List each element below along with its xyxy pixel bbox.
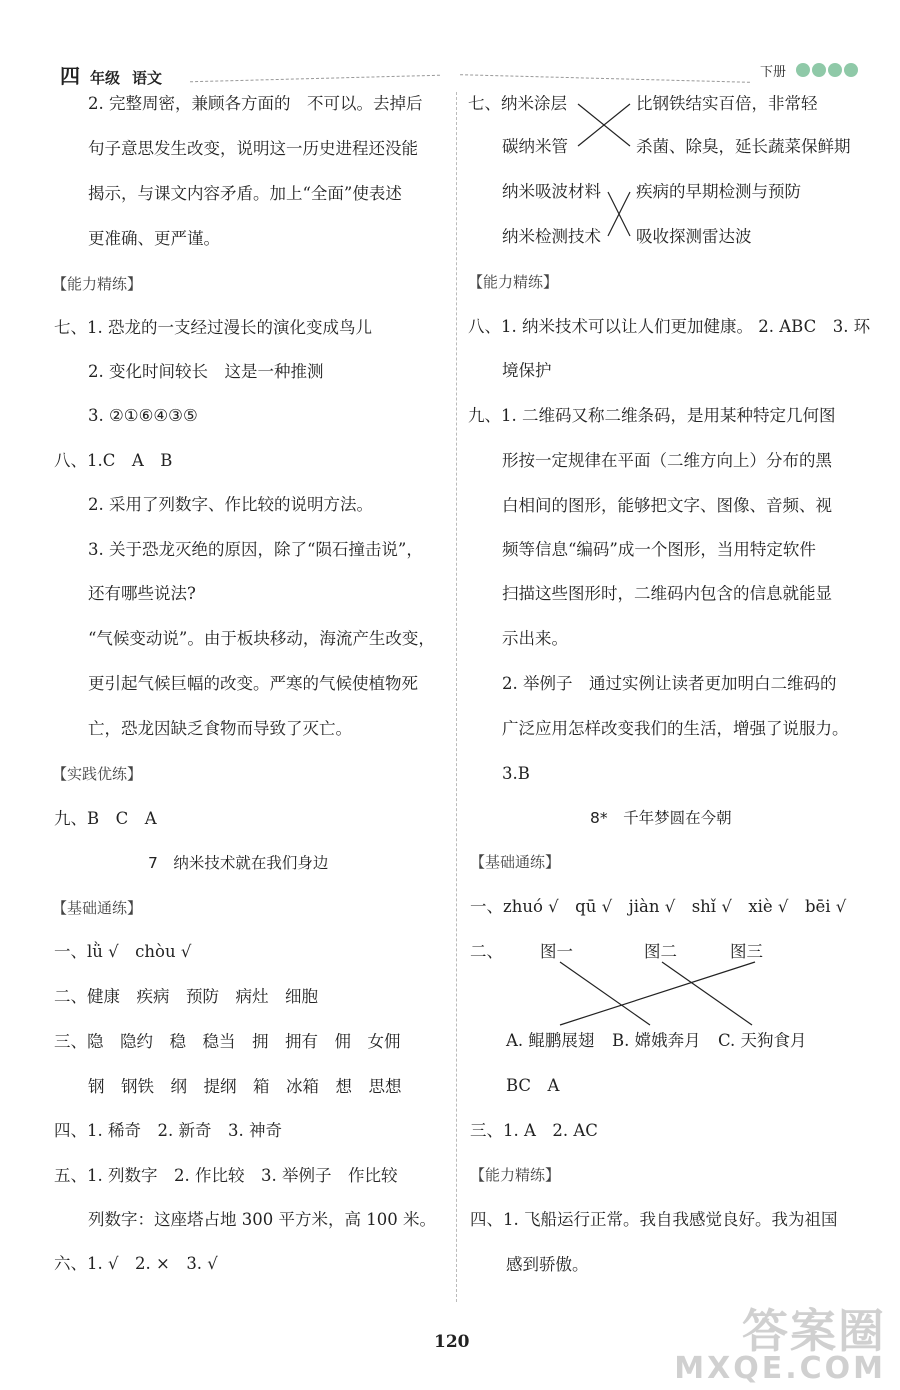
answer-line: 3. ②①⑥④③⑤ — [88, 406, 198, 425]
section-heading: 【实践优练】 — [52, 765, 143, 783]
answer-line: 3. 关于恐龙灭绝的原因，除了“陨石撞击说”， — [88, 540, 423, 559]
watermark-url: MXQE.COM — [674, 1351, 886, 1386]
match-right-item: 比钢铁结实百倍，非常轻 — [636, 94, 818, 113]
lesson-title: 8* 千年梦圆在今朝 — [590, 809, 732, 827]
answer-line: 频等信息“编码”成一个图形，当用特定软件 — [502, 540, 816, 559]
section-heading: 【能力精练】 — [470, 1166, 561, 1184]
answer-line: 四、1. 稀奇 2. 新奇 3. 神奇 — [54, 1121, 282, 1140]
answer-line: 八、1.C A B — [54, 451, 173, 470]
answer-line: 钢 钢铁 纲 提纲 箱 冰箱 想 思想 — [88, 1077, 402, 1096]
watermark — [674, 1304, 886, 1386]
answer-line: 示出来。 — [502, 629, 568, 648]
answer-line: 五、1. 列数字 2. 作比较 3. 举例子 作比较 — [54, 1166, 398, 1185]
answer-line: 境保护 — [502, 361, 552, 380]
answer-line: 四、1. 飞船运行正常。我自我感觉良好。我为祖国 — [470, 1210, 838, 1229]
match-left-item: 纳米吸波材料 — [502, 182, 601, 201]
match-left-item: 碳纳米管 — [502, 137, 568, 156]
answer-line: 感到骄傲。 — [506, 1255, 589, 1274]
answer-line: 2. 变化时间较长 这是一种推测 — [88, 362, 324, 381]
match-right-item: 疾病的早期检测与预防 — [636, 182, 801, 201]
answer-line: 六、1. √ 2. × 3. √ — [54, 1254, 218, 1273]
section-heading: 【能力精练】 — [468, 273, 559, 291]
answer-line: BC A — [506, 1076, 560, 1095]
answer-line: “气候变动说”。由于板块移动，海流产生改变， — [88, 629, 435, 648]
answer-line: 八、1. 纳米技术可以让人们更加健康。 2. ABC 3. 环 — [468, 317, 871, 336]
answer-line: 揭示，与课文内容矛盾。加上“全面”使表述 — [88, 184, 402, 203]
match-connector — [560, 962, 650, 1025]
answer-line: 2. 举例子 通过实例让读者更加明白二维码的 — [502, 674, 837, 693]
figure-label: 图一 — [540, 942, 573, 961]
answer-line: 一、lǜ √ chòu √ — [54, 942, 192, 961]
answer-line: 白相间的图形，能够把文字、图像、音频、视 — [502, 496, 832, 515]
option-label: B. 嫦娥奔月 — [612, 1031, 701, 1050]
page-number: 120 — [434, 1332, 470, 1352]
section-heading: 【能力精练】 — [52, 275, 143, 293]
section-heading: 【基础通练】 — [470, 853, 561, 871]
figure-label: 图二 — [644, 942, 677, 961]
answer-line: 2. 完整周密，兼顾各方面的 不可以。去掉后 — [88, 94, 423, 113]
answer-line: 九、1. 二维码又称二维条码，是用某种特定几何图 — [468, 406, 836, 425]
match-connector — [662, 962, 752, 1025]
answer-line: 三、隐 隐约 稳 稳当 拥 拥有 佣 女佣 — [54, 1032, 401, 1051]
answer-line: 更准确、更严谨。 — [88, 229, 220, 248]
match-right-item: 杀菌、除臭，延长蔬菜保鲜期 — [636, 137, 851, 156]
answer-line: 3.B — [502, 764, 530, 783]
option-label: C. 天狗食月 — [718, 1031, 807, 1050]
answer-line: 三、1. A 2. AC — [470, 1121, 598, 1140]
lesson-title: 7 纳米技术就在我们身边 — [148, 854, 329, 872]
answer-line: 广泛应用怎样改变我们的生活，增强了说服力。 — [502, 719, 849, 738]
answer-line: 还有哪些说法? — [88, 584, 196, 603]
match-connector — [560, 962, 755, 1025]
answer-line: 一、zhuó √ qū √ jiàn √ shǐ √ xiè √ bēi √ — [470, 897, 847, 916]
answer-line: 句子意思发生改变，说明这一历史进程还没能 — [88, 139, 418, 158]
grade-word: 年级 — [90, 69, 121, 87]
answer-line: 九、B C A — [54, 809, 157, 828]
match-left-item: 纳米检测技术 — [502, 227, 601, 246]
watermark-text: 答案圈 — [742, 1304, 886, 1358]
volume-label: 下册 — [760, 65, 787, 80]
option-label: A. 鲲鹏展翅 — [506, 1031, 595, 1050]
grade-number: 四 — [60, 64, 80, 88]
match-left-item: 七、纳米涂层 — [468, 94, 567, 113]
match-right-item: 吸收探测雷达波 — [636, 227, 752, 246]
answer-line: 更引起气候巨幅的改变。严寒的气候使植物死 — [88, 674, 418, 693]
answer-line: 亡，恐龙因缺乏食物而导致了灭亡。 — [88, 719, 352, 738]
answer-line: 二、 — [470, 942, 503, 961]
subject-label: 语文 — [132, 69, 163, 87]
section-heading: 【基础通练】 — [52, 899, 143, 917]
answer-line: 2. 采用了列数字、作比较的说明方法。 — [88, 495, 373, 514]
answer-line: 列数字：这座塔占地 300 平方米，高 100 米。 — [88, 1210, 436, 1229]
answer-line: 七、1. 恐龙的一支经过漫长的演化变成鸟儿 — [54, 318, 372, 337]
figure-label: 图三 — [730, 942, 763, 961]
answer-line: 形按一定规律在平面（二维方向上）分布的黑 — [502, 451, 832, 470]
answer-line: 二、健康 疾病 预防 病灶 细胞 — [54, 987, 318, 1006]
answer-line: 扫描这些图形时，二维码内包含的信息就能显 — [502, 584, 832, 603]
